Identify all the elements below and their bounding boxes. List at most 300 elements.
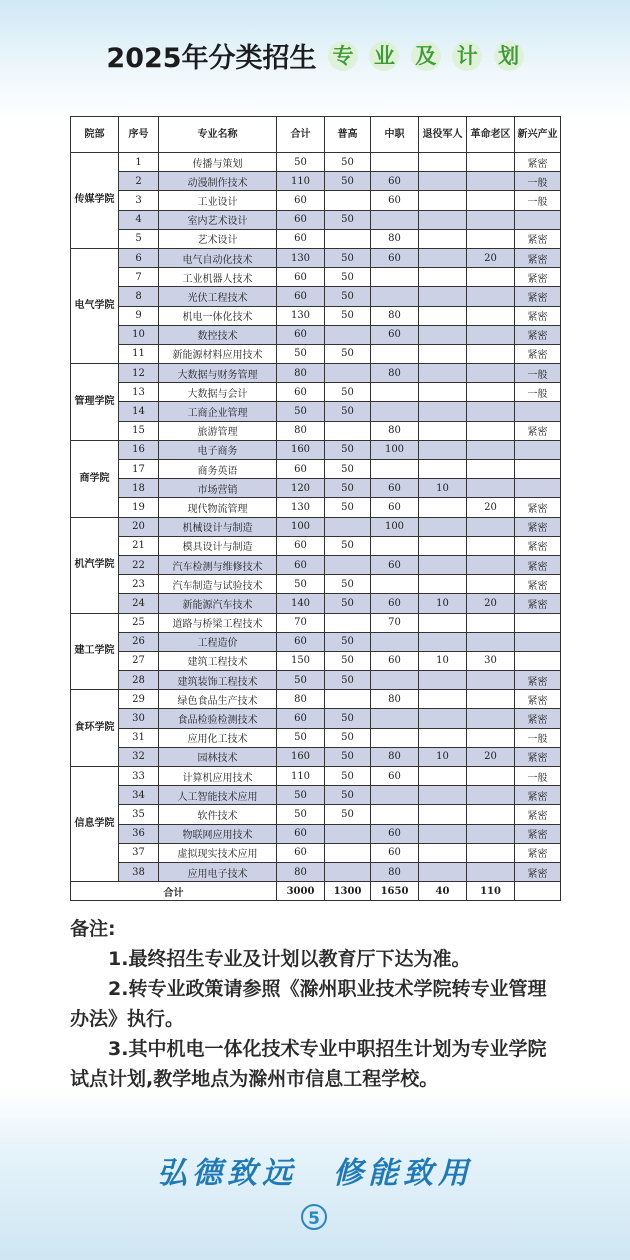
row-emerging-industry: 紧密 — [515, 153, 561, 172]
row-major-name: 汽车制造与试验技术 — [159, 575, 277, 594]
row-emerging-industry — [515, 479, 561, 498]
row-general-hs: 50 — [325, 460, 371, 479]
row-general-hs — [325, 325, 371, 344]
row-general-hs: 50 — [325, 248, 371, 267]
row-vocational — [371, 287, 419, 306]
row-major-name: 现代物流管理 — [159, 498, 277, 517]
row-old-revolutionary — [467, 325, 515, 344]
row-major-name: 室内艺术设计 — [159, 210, 277, 229]
department-name: 建工学院 — [71, 613, 119, 690]
row-total: 60 — [277, 287, 325, 306]
row-total: 60 — [277, 843, 325, 862]
row-emerging-industry: 紧密 — [515, 824, 561, 843]
row-general-hs — [325, 364, 371, 383]
title-char-2: 业 — [369, 41, 399, 71]
row-total: 50 — [277, 671, 325, 690]
notes-section — [70, 914, 565, 1094]
row-vocational: 80 — [371, 306, 419, 325]
row-vocational: 60 — [371, 172, 419, 191]
page-title — [0, 36, 630, 75]
col-header-dept: 院部 — [71, 117, 119, 153]
row-seq: 16 — [119, 440, 159, 459]
row-general-hs — [325, 843, 371, 862]
table-row — [71, 325, 561, 344]
row-old-revolutionary — [467, 383, 515, 402]
row-seq: 28 — [119, 671, 159, 690]
row-vocational — [371, 402, 419, 421]
row-total: 60 — [277, 325, 325, 344]
title-char-3: 及 — [411, 41, 441, 71]
row-major-name: 应用电子技术 — [159, 862, 277, 881]
row-old-revolutionary — [467, 536, 515, 555]
table-row — [71, 383, 561, 402]
row-seq: 10 — [119, 325, 159, 344]
row-seq: 34 — [119, 786, 159, 805]
row-general-hs: 50 — [325, 632, 371, 651]
row-major-name: 建筑装饰工程技术 — [159, 671, 277, 690]
table-row — [71, 229, 561, 248]
col-header-general-hs: 普高 — [325, 117, 371, 153]
row-emerging-industry: 一般 — [515, 364, 561, 383]
row-old-revolutionary — [467, 479, 515, 498]
row-seq: 11 — [119, 344, 159, 363]
row-old-revolutionary — [467, 460, 515, 479]
row-seq: 13 — [119, 383, 159, 402]
row-general-hs: 50 — [325, 306, 371, 325]
row-veterans — [419, 613, 467, 632]
row-total: 80 — [277, 364, 325, 383]
row-seq: 23 — [119, 575, 159, 594]
row-emerging-industry: 紧密 — [515, 862, 561, 881]
row-major-name: 人工智能技术应用 — [159, 786, 277, 805]
row-seq: 15 — [119, 421, 159, 440]
row-vocational — [371, 728, 419, 747]
row-veterans — [419, 153, 467, 172]
table-row — [71, 613, 561, 632]
row-major-name: 虚拟现实技术应用 — [159, 843, 277, 862]
table-row — [71, 191, 561, 210]
row-veterans — [419, 690, 467, 709]
row-total: 160 — [277, 747, 325, 766]
row-old-revolutionary — [467, 287, 515, 306]
row-general-hs: 50 — [325, 402, 371, 421]
row-total: 50 — [277, 786, 325, 805]
row-total: 60 — [277, 268, 325, 287]
row-total: 60 — [277, 536, 325, 555]
row-major-name: 工商企业管理 — [159, 402, 277, 421]
row-general-hs — [325, 229, 371, 248]
table-row — [71, 786, 561, 805]
table-row — [71, 728, 561, 747]
row-old-revolutionary: 30 — [467, 651, 515, 670]
table-row — [71, 555, 561, 574]
row-old-revolutionary — [467, 344, 515, 363]
department-name: 机汽学院 — [71, 517, 119, 613]
row-seq: 35 — [119, 805, 159, 824]
table-row — [71, 824, 561, 843]
row-seq: 18 — [119, 479, 159, 498]
total-value: 40 — [419, 882, 467, 901]
total-label: 合计 — [71, 882, 277, 901]
notes-heading: 备注: — [70, 918, 116, 940]
row-total: 50 — [277, 153, 325, 172]
row-total: 50 — [277, 402, 325, 421]
department-name: 传媒学院 — [71, 153, 119, 249]
row-emerging-industry: 一般 — [515, 767, 561, 786]
row-emerging-industry: 紧密 — [515, 306, 561, 325]
row-emerging-industry: 紧密 — [515, 690, 561, 709]
row-total: 60 — [277, 709, 325, 728]
row-general-hs: 50 — [325, 671, 371, 690]
row-general-hs — [325, 690, 371, 709]
row-veterans — [419, 786, 467, 805]
col-header-old-revolutionary: 革命老区 — [467, 117, 515, 153]
row-emerging-industry: 一般 — [515, 172, 561, 191]
row-emerging-industry — [515, 440, 561, 459]
table-row — [71, 248, 561, 267]
row-general-hs: 50 — [325, 440, 371, 459]
row-seq: 6 — [119, 248, 159, 267]
row-old-revolutionary — [467, 364, 515, 383]
row-veterans — [419, 364, 467, 383]
row-seq: 32 — [119, 747, 159, 766]
row-total: 60 — [277, 460, 325, 479]
row-veterans — [419, 383, 467, 402]
row-vocational: 80 — [371, 229, 419, 248]
row-vocational — [371, 632, 419, 651]
table-row — [71, 594, 561, 613]
row-seq: 36 — [119, 824, 159, 843]
row-emerging-industry: 紧密 — [515, 536, 561, 555]
row-general-hs: 50 — [325, 651, 371, 670]
row-total: 50 — [277, 575, 325, 594]
row-vocational: 80 — [371, 747, 419, 766]
table-header-row — [71, 117, 561, 153]
row-total: 60 — [277, 632, 325, 651]
row-seq: 24 — [119, 594, 159, 613]
row-seq: 33 — [119, 767, 159, 786]
table-row — [71, 498, 561, 517]
table-row — [71, 862, 561, 881]
note-item-1: 1.最终招生专业及计划以教育厅下达为准。 — [108, 948, 471, 970]
row-veterans — [419, 728, 467, 747]
row-veterans — [419, 268, 467, 287]
row-general-hs — [325, 862, 371, 881]
col-header-vocational: 中职 — [371, 117, 419, 153]
row-major-name: 机电一体化技术 — [159, 306, 277, 325]
row-major-name: 旅游管理 — [159, 421, 277, 440]
row-veterans — [419, 843, 467, 862]
department-name: 信息学院 — [71, 767, 119, 882]
table-row — [71, 690, 561, 709]
total-value: 110 — [467, 882, 515, 901]
row-vocational — [371, 786, 419, 805]
row-veterans: 10 — [419, 747, 467, 766]
row-old-revolutionary — [467, 824, 515, 843]
row-veterans — [419, 229, 467, 248]
row-old-revolutionary — [467, 671, 515, 690]
row-seq: 25 — [119, 613, 159, 632]
row-major-name: 大数据与财务管理 — [159, 364, 277, 383]
row-seq: 2 — [119, 172, 159, 191]
row-old-revolutionary: 20 — [467, 248, 515, 267]
row-major-name: 传播与策划 — [159, 153, 277, 172]
row-total: 60 — [277, 191, 325, 210]
row-old-revolutionary — [467, 306, 515, 325]
row-old-revolutionary — [467, 172, 515, 191]
row-general-hs: 50 — [325, 344, 371, 363]
row-general-hs — [325, 517, 371, 536]
row-general-hs — [325, 191, 371, 210]
row-veterans — [419, 306, 467, 325]
row-major-name: 光伏工程技术 — [159, 287, 277, 306]
table-row — [71, 153, 561, 172]
row-veterans — [419, 517, 467, 536]
row-general-hs: 50 — [325, 767, 371, 786]
row-old-revolutionary — [467, 632, 515, 651]
row-vocational: 60 — [371, 191, 419, 210]
row-old-revolutionary: 20 — [467, 498, 515, 517]
row-emerging-industry: 紧密 — [515, 248, 561, 267]
row-veterans — [419, 709, 467, 728]
row-veterans — [419, 460, 467, 479]
row-general-hs: 50 — [325, 709, 371, 728]
row-major-name: 物联网应用技术 — [159, 824, 277, 843]
row-total: 80 — [277, 862, 325, 881]
row-emerging-industry — [515, 613, 561, 632]
row-general-hs — [325, 824, 371, 843]
row-total: 80 — [277, 421, 325, 440]
col-header-seq: 序号 — [119, 117, 159, 153]
title-char-4: 计 — [452, 41, 482, 71]
row-emerging-industry: 紧密 — [515, 709, 561, 728]
row-veterans — [419, 862, 467, 881]
row-old-revolutionary — [467, 843, 515, 862]
row-general-hs: 50 — [325, 786, 371, 805]
row-old-revolutionary — [467, 517, 515, 536]
row-old-revolutionary: 20 — [467, 594, 515, 613]
table-row — [71, 575, 561, 594]
row-total: 60 — [277, 210, 325, 229]
row-veterans — [419, 344, 467, 363]
row-major-name: 工业设计 — [159, 191, 277, 210]
row-major-name: 电气自动化技术 — [159, 248, 277, 267]
row-emerging-industry — [515, 632, 561, 651]
row-seq: 17 — [119, 460, 159, 479]
row-major-name: 市场营销 — [159, 479, 277, 498]
row-emerging-industry: 紧密 — [515, 671, 561, 690]
row-old-revolutionary — [467, 786, 515, 805]
row-vocational: 80 — [371, 690, 419, 709]
row-old-revolutionary — [467, 690, 515, 709]
row-veterans: 10 — [419, 479, 467, 498]
row-general-hs: 50 — [325, 498, 371, 517]
row-major-name: 新能源汽车技术 — [159, 594, 277, 613]
row-old-revolutionary — [467, 440, 515, 459]
row-general-hs: 50 — [325, 210, 371, 229]
row-general-hs: 50 — [325, 172, 371, 191]
row-seq: 1 — [119, 153, 159, 172]
row-total: 80 — [277, 690, 325, 709]
col-header-total: 合计 — [277, 117, 325, 153]
row-emerging-industry: 紧密 — [515, 575, 561, 594]
department-name: 食环学院 — [71, 690, 119, 767]
row-emerging-industry: 紧密 — [515, 325, 561, 344]
row-old-revolutionary — [467, 709, 515, 728]
table-row — [71, 440, 561, 459]
row-veterans — [419, 248, 467, 267]
row-veterans — [419, 440, 467, 459]
row-seq: 30 — [119, 709, 159, 728]
row-old-revolutionary: 20 — [467, 747, 515, 766]
row-seq: 5 — [119, 229, 159, 248]
row-general-hs: 50 — [325, 594, 371, 613]
row-veterans — [419, 824, 467, 843]
row-total: 160 — [277, 440, 325, 459]
row-veterans — [419, 575, 467, 594]
row-vocational — [371, 575, 419, 594]
table-row — [71, 747, 561, 766]
row-vocational — [371, 153, 419, 172]
row-total: 50 — [277, 805, 325, 824]
row-emerging-industry: 紧密 — [515, 555, 561, 574]
row-total: 60 — [277, 383, 325, 402]
row-vocational — [371, 460, 419, 479]
row-old-revolutionary — [467, 421, 515, 440]
department-name: 电气学院 — [71, 248, 119, 363]
row-general-hs: 50 — [325, 747, 371, 766]
row-seq: 38 — [119, 862, 159, 881]
row-seq: 31 — [119, 728, 159, 747]
row-emerging-industry: 紧密 — [515, 498, 561, 517]
row-emerging-industry: 紧密 — [515, 229, 561, 248]
row-seq: 20 — [119, 517, 159, 536]
row-old-revolutionary — [467, 229, 515, 248]
row-major-name: 艺术设计 — [159, 229, 277, 248]
row-emerging-industry: 紧密 — [515, 843, 561, 862]
row-seq: 22 — [119, 555, 159, 574]
row-general-hs: 50 — [325, 479, 371, 498]
row-vocational: 70 — [371, 613, 419, 632]
row-major-name: 数控技术 — [159, 325, 277, 344]
table-row — [71, 517, 561, 536]
row-veterans — [419, 402, 467, 421]
row-vocational: 60 — [371, 594, 419, 613]
col-header-major: 专业名称 — [159, 117, 277, 153]
row-emerging-industry: 一般 — [515, 728, 561, 747]
row-major-name: 食品检验检测技术 — [159, 709, 277, 728]
row-old-revolutionary — [467, 402, 515, 421]
row-general-hs: 50 — [325, 153, 371, 172]
row-total: 110 — [277, 172, 325, 191]
row-major-name: 动漫制作技术 — [159, 172, 277, 191]
row-vocational — [371, 210, 419, 229]
table-row — [71, 671, 561, 690]
row-veterans — [419, 767, 467, 786]
row-seq: 14 — [119, 402, 159, 421]
row-emerging-industry — [515, 210, 561, 229]
row-veterans — [419, 805, 467, 824]
table-row — [71, 632, 561, 651]
row-emerging-industry: 紧密 — [515, 517, 561, 536]
row-vocational: 60 — [371, 555, 419, 574]
row-major-name: 工程造价 — [159, 632, 277, 651]
row-general-hs — [325, 555, 371, 574]
row-old-revolutionary — [467, 555, 515, 574]
row-total: 140 — [277, 594, 325, 613]
row-vocational: 80 — [371, 421, 419, 440]
note-item-3: 3.其中机电一体化技术专业中职招生计划为专业学院试点计划,教学地点为滁州市信息工程学校。 — [70, 1038, 547, 1090]
table-row — [71, 805, 561, 824]
row-vocational — [371, 805, 419, 824]
title-char-5: 划 — [494, 41, 524, 71]
row-emerging-industry: 紧密 — [515, 268, 561, 287]
row-general-hs: 50 — [325, 383, 371, 402]
row-vocational: 60 — [371, 824, 419, 843]
row-total: 130 — [277, 248, 325, 267]
row-major-name: 道路与桥梁工程技术 — [159, 613, 277, 632]
row-vocational: 60 — [371, 248, 419, 267]
row-emerging-industry — [515, 460, 561, 479]
row-veterans — [419, 421, 467, 440]
table-row — [71, 402, 561, 421]
row-old-revolutionary — [467, 767, 515, 786]
row-total: 60 — [277, 229, 325, 248]
row-veterans — [419, 632, 467, 651]
row-old-revolutionary — [467, 191, 515, 210]
motto-part-1: 弘德致远 — [157, 1156, 297, 1191]
row-vocational: 80 — [371, 364, 419, 383]
row-vocational: 100 — [371, 517, 419, 536]
row-old-revolutionary — [467, 862, 515, 881]
row-major-name: 软件技术 — [159, 805, 277, 824]
row-general-hs: 50 — [325, 287, 371, 306]
row-veterans — [419, 210, 467, 229]
row-veterans — [419, 172, 467, 191]
table-row — [71, 536, 561, 555]
table-row — [71, 479, 561, 498]
table-row — [71, 364, 561, 383]
row-emerging-industry: 紧密 — [515, 594, 561, 613]
row-general-hs — [325, 613, 371, 632]
motto-part-2: 修能致用 — [333, 1156, 473, 1191]
row-total: 70 — [277, 613, 325, 632]
note-item-2: 2.转专业政策请参照《滁州职业技术学院转专业管理办法》执行。 — [70, 978, 547, 1030]
row-total: 130 — [277, 498, 325, 517]
row-old-revolutionary — [467, 728, 515, 747]
row-veterans — [419, 536, 467, 555]
row-total: 60 — [277, 555, 325, 574]
row-vocational: 60 — [371, 479, 419, 498]
row-major-name: 工业机器人技术 — [159, 268, 277, 287]
enrollment-table-container — [70, 116, 560, 901]
row-emerging-industry: 紧密 — [515, 786, 561, 805]
table-row — [71, 268, 561, 287]
row-vocational — [371, 536, 419, 555]
row-total: 120 — [277, 479, 325, 498]
row-seq: 37 — [119, 843, 159, 862]
row-vocational — [371, 344, 419, 363]
school-motto — [0, 1148, 630, 1192]
row-emerging-industry: 紧密 — [515, 344, 561, 363]
row-seq: 26 — [119, 632, 159, 651]
page-number: 5 — [301, 1204, 327, 1230]
total-value: 3000 — [277, 882, 325, 901]
row-general-hs — [325, 421, 371, 440]
row-veterans — [419, 498, 467, 517]
row-old-revolutionary — [467, 268, 515, 287]
row-veterans — [419, 555, 467, 574]
